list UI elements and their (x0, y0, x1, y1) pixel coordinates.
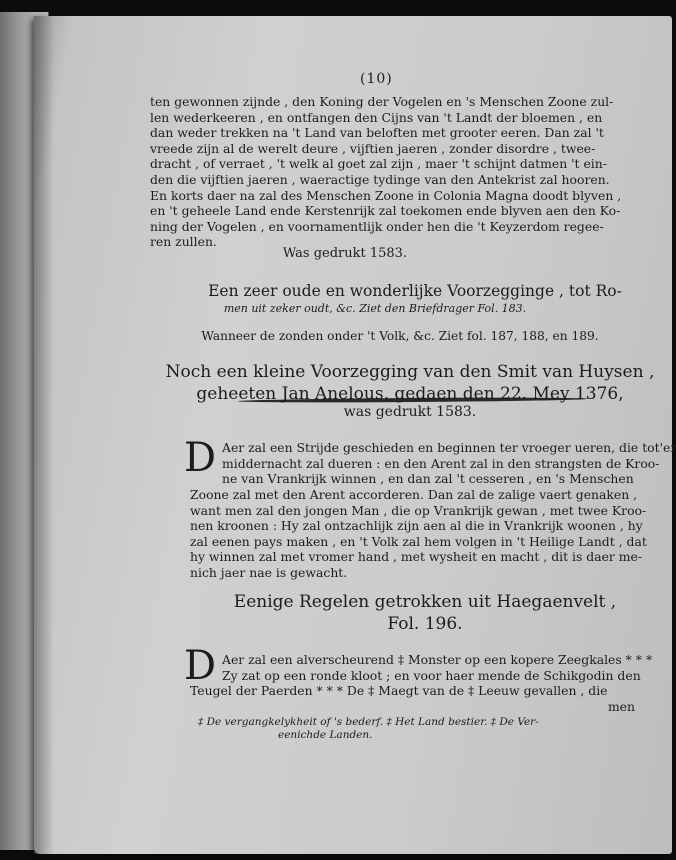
text-line: Aer zal een Strijde geschieden en beginnen ter vroeger ueren, die tot'er (222, 440, 676, 455)
footnotes (198, 716, 539, 742)
page-gutter-shadow (34, 16, 54, 854)
text-line: nich jaer nae is gewacht. (190, 564, 348, 580)
text-line: ne van Vrankrijk winnen , en dan zal 't cesseren , en 's Menschen (222, 471, 634, 487)
text-line: Zoone zal met den Arent accorderen. Dan zal de zalige vaert genaken , (190, 487, 638, 502)
heading-smit-van-huysen-line2: geheeten Jan Anelous, gedaen den 22. Mey 1376, (196, 384, 624, 404)
footnote-line: ‡ De vergangkelykheit of 's bederf. ‡ Het Land bestier. ‡ De Ver- (198, 716, 539, 728)
paragraph-smit-prophecy (190, 487, 647, 581)
footnote-line: eenichde Landen. (278, 729, 373, 741)
paragraph-haegaenvelt (190, 683, 635, 714)
heading-old-prophecy: Een zeer oude en wonderlijke Voorzegginge , tot Ro- (208, 282, 622, 300)
text-line: len wederkeeren , en ontfangen den Cijns van 't Landt der bloemen , en (150, 109, 603, 125)
printed-note-1583: Was gedrukt 1583. (282, 246, 408, 261)
text-line: den die vijftien jaeren , waeractige tydinge van den Antekrist zal hooren. (150, 171, 610, 187)
text-line: want men zal den jongen Man , die op Vrankrijk gewan , met twee Kroo- (190, 502, 647, 518)
text-line: zal eenen pays maken , en 't Volk zal hem volgen in 't Heilige Landt , dat (190, 533, 647, 549)
text-line: en 't geheele Land ende Kerstenrijk zal toekomen ende blyven aen den Ko- (150, 203, 621, 219)
page-number: (10) (360, 71, 393, 87)
text-line: dan weder trekken na 't Land van beloften met grooter eeren. Dan zal 't (150, 125, 604, 141)
paragraph-smit-prophecy-start (222, 440, 676, 487)
heading-haegaenvelt: Eenige Regelen getrokken uit Haegaenvelt , (233, 592, 617, 612)
reference-line: Wanneer de zonden onder 't Volk, &c. Ziet fol. 187, 188, en 189. (201, 329, 599, 343)
text-line: ten gewonnen zijnde , den Koning der Vogelen en 's Menschen Zoone zul- (150, 94, 614, 109)
text-line: nen kroonen : Hy zal ontzachlijk zijn aen al die in Vrankrijk woonen , hy (190, 518, 643, 534)
heading-old-prophecy-reference: men uit zeker oudt, &c. Ziet den Briefdrager Fol. 183. (223, 302, 527, 315)
heading-smit-van-huysen-line3: was gedrukt 1583. (343, 404, 477, 420)
heading-haegaenvelt-folio: Fol. 196. (387, 614, 463, 634)
text-line: Zy zat op een ronde kloot ; en voor haer mende de Schikgodin den (222, 667, 641, 683)
text-line: men (607, 698, 635, 714)
text-line: ning der Vogelen , en voornamentlijk onder hen die 't Keyzerdom regee- (150, 218, 604, 234)
text-line: vreede zijn al de werelt deure , vijftien jaeren , zonder disordre , twee- (150, 140, 596, 156)
paragraph-prophecy-continuation (150, 94, 621, 250)
drop-cap: D (184, 643, 217, 689)
paragraph-haegaenvelt-start (222, 652, 652, 683)
drop-cap: D (184, 435, 217, 481)
text-line: ren zullen. (150, 234, 217, 250)
text-line: hy winnen zal met vromer hand , met wysheit en macht , dit is daer me- (190, 549, 643, 565)
heading-smit-van-huysen: Noch een kleine Voorzegging van den Smit van Huysen , (165, 362, 655, 382)
text-line: middernacht zal dueren : en den Arent zal in den strangsten de Kroo- (222, 455, 660, 471)
text-line: En korts daer na zal des Menschen Zoone in Colonia Magna doodt blyven , (150, 187, 622, 203)
text-line: dracht , of verraet , 't welk al goet zal zijn , maer 't schijnt datmen 't ein- (150, 156, 607, 172)
text-line: Aer zal een alverscheurend ‡ Monster op een kopere Zeegkales * * * (222, 652, 653, 667)
text-line: Teugel der Paerden * * * De ‡ Maegt van de ‡ Leeuw gevallen , die (190, 683, 608, 698)
